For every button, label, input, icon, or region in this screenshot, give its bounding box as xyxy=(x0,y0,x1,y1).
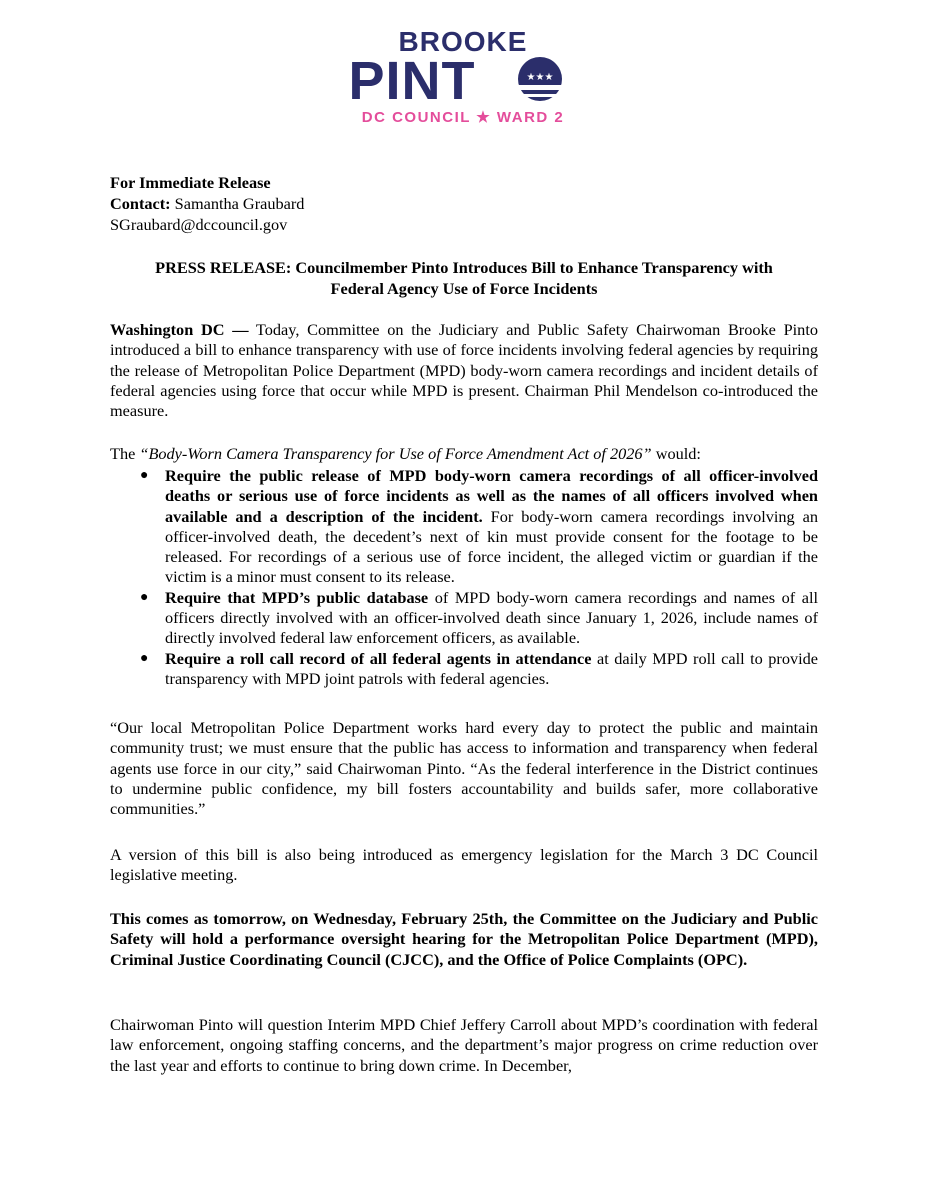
provision-1-text: For body-worn camera recordings involving an officer-involved death, the decedent’s next of kin must provide consent for the footage to be released. For recordings of a serious use of force incident, the alleged victim or guardian if the victim is a minor must consent to its release. xyxy=(165,506,818,587)
brooke-pinto-logo xyxy=(0,26,927,126)
list-item xyxy=(110,466,818,588)
logo-stars: ★★★ xyxy=(526,72,554,83)
press-release-title xyxy=(110,257,818,299)
logo-name-bottom: PINT xyxy=(348,51,476,111)
contact-name: Samantha Graubard xyxy=(170,194,305,213)
contact-label: Contact: xyxy=(110,194,171,213)
title-line-1: PRESS RELEASE: Councilmember Pinto Introduces Bill to Enhance Transparency with xyxy=(155,258,773,277)
act-prefix: The xyxy=(110,444,140,463)
list-item xyxy=(110,649,818,690)
provision-3-text: at daily MPD roll call to provide transparency with MPD joint patrols with federal agencies. xyxy=(165,648,818,688)
act-line xyxy=(110,444,818,464)
intro-paragraph xyxy=(110,320,818,421)
act-name: “Body-Worn Camera Transparency for Use of Force Amendment Act of 2026” xyxy=(139,444,652,463)
provision-2-text: of MPD body-worn camera recordings and names of all officers directly involved with an officer-involved death since January 1, 2026, include names of directly involved federal law enforcement officers, as available. xyxy=(165,587,818,648)
provision-3-bold: Require a roll call record of all federal agents in attendance xyxy=(165,648,592,668)
quote-paragraph: “Our local Metropolitan Police Department works hard every day to protect the public and maintain community trust; we must ensure that the public has access to information and transparency when federal agents use force in our city,” said Chairwoman Pinto. “As the federal interference in the District continues to undermine public confidence, my bill fosters accountability and builds safer, more collaborative communities.” xyxy=(110,718,818,819)
immediate-release-label: For Immediate Release xyxy=(110,173,271,192)
provisions-list xyxy=(110,466,818,689)
logo-name-top: BROOKE xyxy=(398,26,528,57)
emergency-paragraph: A version of this bill is also being introduced as emergency legislation for the March 3 DC Council legislative meeting. xyxy=(110,845,818,885)
release-header xyxy=(110,172,304,235)
provision-1-bold: Require the public release of MPD body-worn camera recordings of all officer-involved deaths or serious use of force incidents as well as the names of all officers involved when available and a description of the incident. xyxy=(165,466,818,526)
provision-2-bold: Require that MPD’s public database xyxy=(165,587,429,607)
dateline: Washington DC — xyxy=(110,320,249,339)
bullet-icon: ● xyxy=(140,650,149,666)
list-item xyxy=(110,588,818,649)
act-suffix: would: xyxy=(651,444,701,463)
title-line-2: Federal Agency Use of Force Incidents xyxy=(330,279,598,298)
bullet-icon: ● xyxy=(140,468,149,483)
hearing-paragraph: This comes as tomorrow, on Wednesday, February 25th, the Committee on the Judiciary and Public Safety will hold a performance oversight hearing for the Metropolitan Police Department (MPD), Criminal Justice Coordinating Council (CJCC), and the Office of Police Complaints (OPC). xyxy=(110,909,818,969)
intro-text: Today, Committee on the Judiciary and Public Safety Chairwoman Brooke Pinto introduced a bill to enhance transparency with use of force incidents involving federal agencies by requiring the release of Metropolitan Police Department (MPD) body-worn camera recordings and incident details of federal agencies using force that occur while MPD is present. Chairman Phil Mendelson co-introduced the measure. xyxy=(110,320,818,421)
logo-subtitle: DC COUNCIL ★ WARD 2 xyxy=(361,109,565,126)
contact-line xyxy=(110,193,304,214)
bullet-icon: ● xyxy=(140,589,149,605)
closing-paragraph: Chairwoman Pinto will question Interim MPD Chief Jeffery Carroll about MPD’s coordination with federal law enforcement, ongoing staffing concerns, and the department’s major progress on crime reduction over the last year and efforts to continue to bring down crime. In December, xyxy=(110,1015,818,1075)
contact-email: SGraubard@dccouncil.gov xyxy=(110,215,288,234)
flag-o-icon xyxy=(518,57,562,101)
